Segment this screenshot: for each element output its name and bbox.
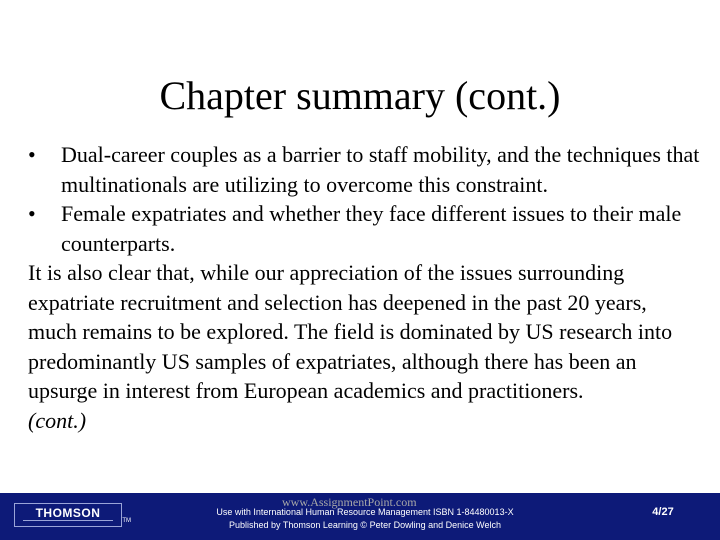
summary-paragraph: It is also clear that, while our appreciation of the issues surrounding expatriate recruitment and selection has deepened in the past 20 years, much remains to be explored. The field is dominated by US research into predominantly US samples of expatriates, although there has been an upsurge in interest from European academics and practitioners. [28, 260, 673, 403]
logo-underline [23, 520, 113, 521]
footer-credit-line: Use with International Human Resource Management ISBN 1-84480013-X [216, 507, 514, 517]
bullet-item [28, 140, 700, 199]
bullet-marker: • [28, 142, 36, 167]
thomson-logo [14, 503, 131, 527]
bullet-item [28, 199, 700, 258]
logo-text: THOMSON [35, 506, 101, 520]
slide-title: Chapter summary (cont.) [159, 73, 561, 118]
page-number: 4/27 [652, 506, 674, 518]
watermark: www.AssignmentPoint.com [282, 495, 417, 509]
continued-label: (cont.) [28, 407, 87, 433]
bullet-text: Dual-career couples as a barrier to staff mobility, and the techniques that multinationals are utilizing to overcome this constraint. [61, 142, 700, 197]
slide-body [28, 140, 700, 435]
bullet-marker: • [28, 201, 36, 226]
footer-publisher-line: Published by Thomson Learning © Peter Dowling and Denice Welch [229, 520, 501, 530]
logo-trademark: TM [122, 518, 131, 524]
bullet-text: Female expatriates and whether they face different issues to their male counterparts. [61, 201, 682, 256]
